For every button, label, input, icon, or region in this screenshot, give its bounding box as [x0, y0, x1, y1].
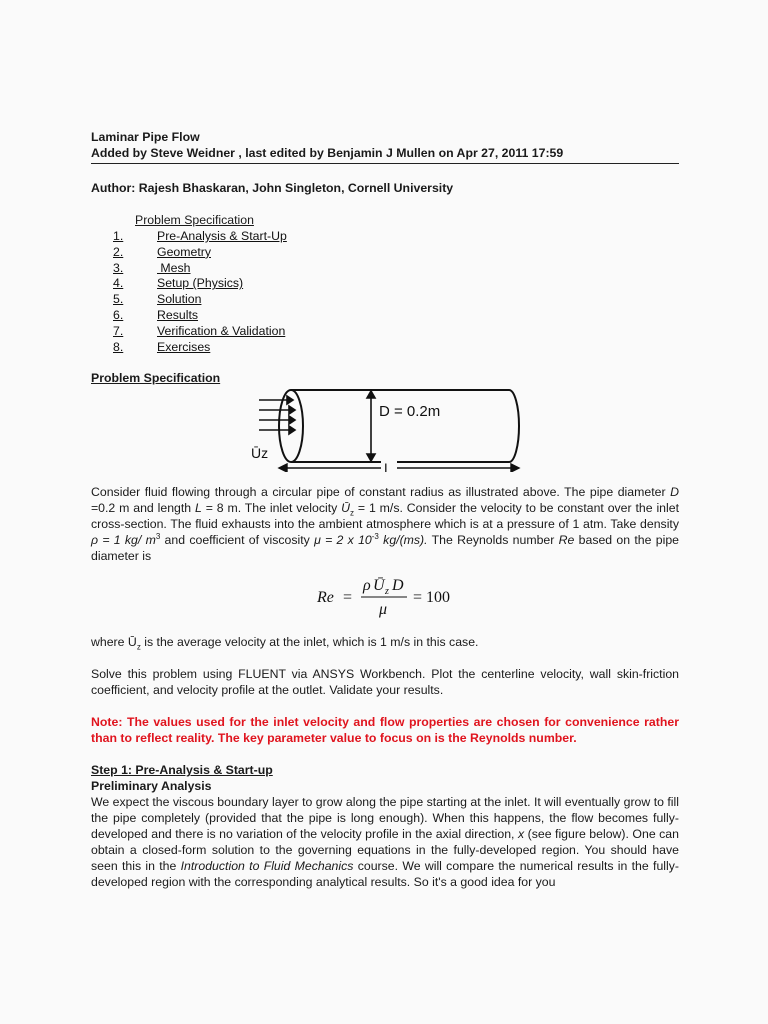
- eq-lhs: Re: [317, 589, 334, 607]
- eq-rhs: = 100: [413, 589, 451, 607]
- doc-edit-info: Added by Steve Weidner , last edited by Benjamin J Mullen on Apr 27, 2011 17:59: [91, 146, 564, 160]
- length-arrow: [279, 464, 519, 472]
- toc-item[interactable]: [113, 260, 679, 276]
- toc-item-number: 2.: [113, 244, 124, 259]
- pipe-outline: [291, 390, 519, 462]
- diameter-label: D = 0.2m: [379, 403, 441, 421]
- toc-item[interactable]: [113, 323, 679, 339]
- toc-item[interactable]: [113, 339, 679, 355]
- equation-graphic: [315, 568, 475, 624]
- toc-item-label: Pre-Analysis & Start-Up: [157, 229, 287, 243]
- toc-item-number: 4.: [113, 276, 124, 291]
- diameter-arrow: [367, 391, 375, 461]
- step1-paragraph: We expect the viscous boundary layer to grow along the pipe starting at the inlet. It will eventually grow to fill the pipe completely (provided that the pipe is long enough). When this happens, the flow becomes fully-developed and there is no variation of the velocity profile in the axial direction, x (see figure below). One can obtain a closed-form solution to the governing equations in the fully-developed region. You should have seen this in the Introduction to Fluid Mechanics course. We will compare the numerical results in the fully-developed region with the corresponding analytical results. So it's a good idea for you: [91, 795, 679, 890]
- solve-paragraph: Solve this problem using FLUENT via ANSYS Workbench. Plot the centerline velocity, wall skin-friction coefficient, and velocity profile at the outlet. Validate your results.: [91, 667, 679, 698]
- toc-item-number: 6.: [113, 307, 124, 322]
- toc-item-label: Results: [157, 307, 199, 322]
- toc-item-number: 3.: [113, 260, 124, 275]
- toc-item[interactable]: [113, 307, 679, 323]
- note-paragraph: Note: The values used for the inlet velocity and flow properties are chosen for convenience rather than to reflect reality. The key parameter value to focus on is the Reynolds number.: [91, 715, 679, 746]
- velocity-label: Ūz: [251, 445, 269, 462]
- doc-header: [91, 129, 679, 161]
- pipe-diagram: [251, 386, 521, 472]
- length-label: L: [384, 460, 392, 473]
- toc-item-label: Geometry: [157, 244, 211, 259]
- toc-item-label: Verification & Validation: [157, 323, 286, 338]
- inlet-arrows: [259, 396, 295, 434]
- toc-item-number: 5.: [113, 292, 124, 307]
- eq-num-z: z: [385, 586, 389, 598]
- toc-item-label: Exercises: [157, 339, 211, 354]
- problem-paragraph: Consider fluid flowing through a circular pipe of constant radius as illustrated above. The pipe diameter D =0.2 m and length L = 8 m. The inlet velocity $Ū_z = 1$ m/s. Consider the velocity to be constant over the inlet cross-section. The fluid exhausts into the ambient atmosphere which is at a pressure of 1 atm. Take density ρ = 1 kg/ $m^3$ and coefficient of viscosity μ = 2 x $10^{-3}$ kg/(ms). The Reynolds number Re based on the pipe diameter is: [91, 485, 680, 564]
- toc-item-label: Mesh: [157, 260, 191, 275]
- preliminary-analysis-heading: Preliminary Analysis: [91, 779, 212, 794]
- toc-item-number: 1.: [113, 229, 124, 243]
- step1-heading: Step 1: Pre-Analysis & Start-up: [91, 763, 273, 778]
- average-velocity-paragraph: where $Ū_z$ is the average velocity at the inlet, which is 1 m/s in this case.: [91, 635, 479, 652]
- eq-num-rho: ρ: [363, 577, 371, 595]
- problem-spec-heading: Problem Specification: [91, 371, 221, 386]
- reynolds-equation: [91, 564, 679, 628]
- doc-title: Laminar Pipe Flow: [91, 130, 200, 144]
- document-content: [91, 129, 679, 890]
- toc-item-number: 8.: [113, 339, 124, 354]
- table-of-contents: [91, 212, 679, 228]
- pipe-figure: [91, 386, 679, 474]
- toc-item-number: 7.: [113, 323, 124, 338]
- toc-item[interactable]: [113, 244, 679, 260]
- toc-item[interactable]: [113, 291, 679, 307]
- toc-list: [91, 228, 679, 354]
- eq-num-u: Ū: [373, 577, 385, 595]
- toc-item[interactable]: [113, 275, 679, 291]
- eq-den: μ: [379, 601, 388, 619]
- toc-item-label: Solution: [157, 292, 202, 307]
- toc-item[interactable]: [113, 228, 679, 244]
- toc-header-link[interactable]: Problem Specification: [135, 213, 254, 227]
- eq-num-d: D: [392, 577, 404, 595]
- toc-item-label: Setup (Physics): [157, 276, 244, 291]
- eq-equals: =: [343, 589, 353, 607]
- doc-author: Author: Rajesh Bhaskaran, John Singleton, Cornell University: [91, 181, 454, 195]
